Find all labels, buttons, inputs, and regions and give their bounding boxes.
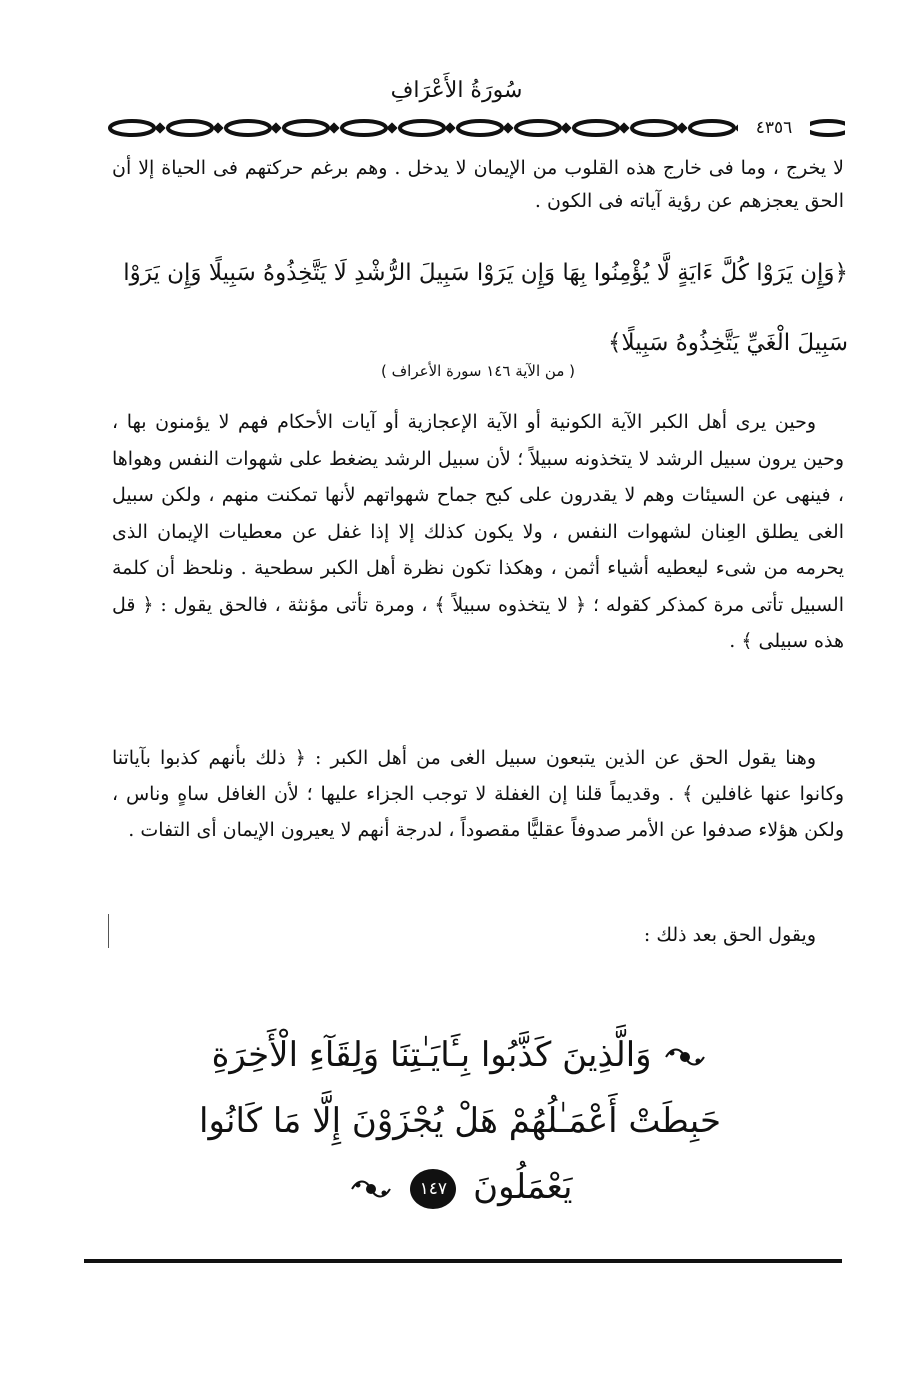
floral-ornament-icon (348, 1175, 394, 1203)
surah-title: سُورَةُ الأَعْرَافِ (390, 78, 523, 103)
verse-reference: ( من الآية ١٤٦ سورة الأعراف ) (381, 362, 575, 380)
quran-verse-147 (190, 1022, 730, 1220)
page-number: ٤٣٥٦ (738, 116, 810, 140)
margin-mark (108, 914, 109, 948)
chain-diamond (444, 122, 455, 133)
chain-link (574, 121, 618, 135)
verse-line-3 (190, 1154, 730, 1220)
chain-link (226, 121, 270, 135)
ayah-number-badge: ١٤٧ (410, 1169, 456, 1209)
chain-link (458, 121, 502, 135)
chain-diamond (676, 122, 687, 133)
commentary-paragraph-2: وهنا يقول الحق عن الذين يتبعون سبيل الغى من أهل الكبر : ﴿ ذلك بأنهم كذبوا بآياتنا وكانوا عنها غافلين ﴾ . وقديماً قلنا إن الغفلة لا توجب الجزاء عليها ؛ لأن الغافل ساهٍ وناس ، ولكن هؤلاء صدفوا عن الأمر صدوفاً عقليًّا مقصوداً ، لدرجة أنهم لا يعيرون الإيمان أى التفات . (112, 747, 844, 841)
verse-line-1-text: وَالَّذِينَ كَذَّبُوا بِـَٔايَـٰتِنَا وَلِقَآءِ الْأَخِرَةِ (211, 1035, 652, 1075)
bottom-rule (84, 1259, 842, 1263)
commentary-paragraph-1: وحين يرى أهل الكبر الآية الكونية أو الآية الإعجازية أو آيات الأحكام فهم لا يؤمنون بها ، وحين يرون سبيل الرشد لا يتخذونه سبيلاً ؛ لأن سبيل الرشد يضغط على شهوات النفس وهواها ، فينهى عن السيئات وهم لا يقدرون على كبح جماح شهواتهم لأنها تمكنت منهم ، ولكن سبيل الغى يطلق العِنان لشهوات النفس ، ولا يكون كذلك إلا إذا غفل عن معطيات الإيمان الذى يحرمه من شىء ليعطيه أشياء أثمن ، وهكذا تكون نظرة أهل الكبر سطحية . ونلحظ أن كلمة السبيل تأتى مرة كمذكر كقوله ؛ ﴿ لا يتخذوه سبيلاً ﴾ ، ومرة تأتى مؤنثة ، فالحق يقول : ﴿ قل هذه سبيلى ﴾ . (112, 411, 844, 652)
chain-link (632, 121, 676, 135)
chain-diamond (386, 122, 397, 133)
intro-paragraph: لا يخرج ، وما فى خارج هذه القلوب من الإيمان لا يدخل . وهم برغم حركتهم فى الحياة إلا أن الحق يعجزهم عن رؤية آياته فى الكون . (112, 157, 844, 212)
chain-link (806, 121, 845, 135)
chain-diamond (328, 122, 339, 133)
chain-diamond (212, 122, 223, 133)
chain-diamond (560, 122, 571, 133)
floral-ornament-icon (662, 1043, 708, 1071)
chain-diamond (154, 122, 165, 133)
chain-link (168, 121, 212, 135)
verse-line-2: حَبِطَتْ أَعْمَـٰلُهُمْ هَلْ يُجْزَوْنَ إِلَّا مَا كَانُوا (199, 1101, 721, 1141)
chain-border-ornament (100, 116, 845, 140)
chain-link (690, 121, 734, 135)
verse-line-3-text: يَعْمَلُونَ (473, 1167, 573, 1207)
chain-link (516, 121, 560, 135)
chain-diamond (502, 122, 513, 133)
chain-link (110, 121, 154, 135)
chain-diamond (270, 122, 281, 133)
chain-link (342, 121, 386, 135)
verse-line-1 (190, 1022, 730, 1088)
quran-verse-146: ﴿وَإِن يَرَوْا كُلَّ ءَايَةٍ لَّا يُؤْمِنُوا بِهَا وَإِن يَرَوْا سَبِيلَ الرُّشْدِ لَا يَتَّخِذُوهُ سَبِيلًا وَإِن يَرَوْا سَبِيلَ الْغَيِّ يَتَّخِذُوهُ سَبِيلًا﴾ (123, 260, 848, 356)
chain-link (400, 121, 444, 135)
chain-link (284, 121, 328, 135)
commentary-paragraph-3: ويقول الحق بعد ذلك : (643, 924, 816, 946)
chain-diamond (618, 122, 629, 133)
